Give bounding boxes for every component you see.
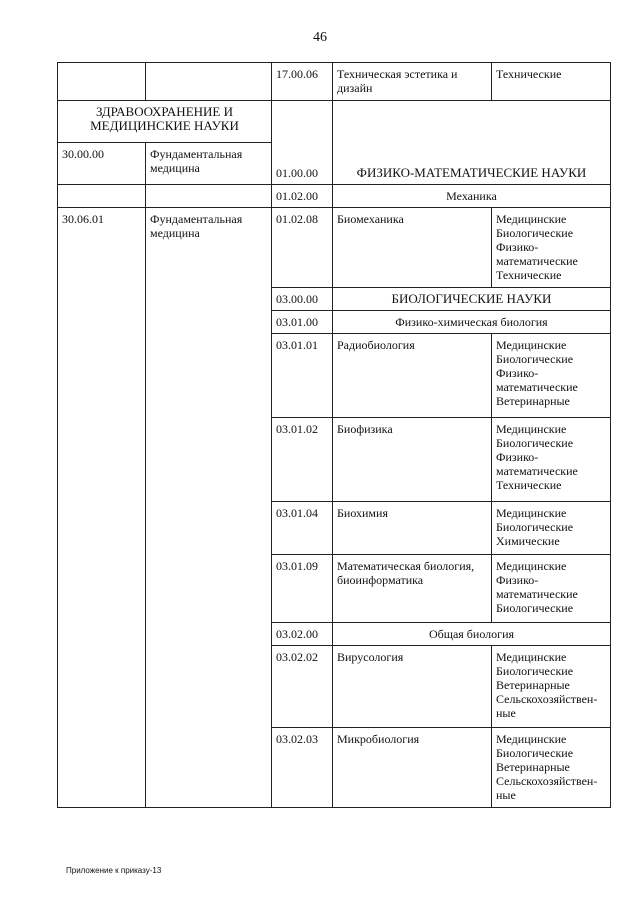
sciences-cell: Медицинские Биологические Физико- математические Технические	[492, 418, 611, 502]
section-heading: ФИЗИКО-МАТЕМАТИЧЕСКИЕ НАУКИ	[333, 101, 611, 185]
empty-cell	[146, 185, 272, 208]
empty-cell	[58, 63, 146, 101]
sciences-cell: Медицинские Биологические Химические	[492, 502, 611, 555]
code-cell: 03.01.02	[272, 418, 333, 502]
name-cell: Радиобиология	[333, 334, 492, 418]
code-cell: 03.01.00	[272, 311, 333, 334]
table-row	[58, 63, 611, 101]
sciences-cell: Медицинские Биологические Физико- математические Ветеринарные	[492, 334, 611, 418]
sciences-cell: Медицинские Биологические Ветеринарные Сельскохозяйствен- ные	[492, 646, 611, 728]
subsection-heading: Механика	[333, 185, 611, 208]
sciences-cell: Медицинские Физико- математические Биологические	[492, 555, 611, 623]
subsection-heading: Физико-химическая биология	[333, 311, 611, 334]
table-row	[58, 101, 611, 143]
sciences-cell: Медицинские Биологические Ветеринарные Сельскохозяйствен- ные	[492, 728, 611, 808]
code-cell: 03.02.00	[272, 623, 333, 646]
subsection-heading: Общая биология	[333, 623, 611, 646]
section-heading: ЗДРАВООХРАНЕНИЕ И МЕДИЦИНСКИЕ НАУКИ	[58, 101, 272, 143]
code-cell: 01.02.00	[272, 185, 333, 208]
sciences-cell: Медицинские Биологические Физико- математические Технические	[492, 208, 611, 288]
sciences-cell: Технические	[492, 63, 611, 101]
code-cell: 03.01.04	[272, 502, 333, 555]
table-row	[58, 185, 611, 208]
code-cell: 30.06.01	[58, 208, 146, 808]
section-heading: БИОЛОГИЧЕСКИЕ НАУКИ	[333, 288, 611, 311]
code-cell: 03.01.09	[272, 555, 333, 623]
name-cell: Фундаментальная медицина	[146, 208, 272, 808]
code-cell: 03.02.03	[272, 728, 333, 808]
specialties-table	[57, 62, 611, 808]
empty-cell	[58, 185, 146, 208]
footer-note: Приложение к приказу-13	[66, 866, 162, 875]
name-cell: Вирусология	[333, 646, 492, 728]
name-cell: Математическая биология, биоинформатика	[333, 555, 492, 623]
code-cell: 01.00.00	[272, 101, 333, 185]
name-cell: Техническая эстетика и дизайн	[333, 63, 492, 101]
name-cell: Биомеханика	[333, 208, 492, 288]
code-cell: 03.00.00	[272, 288, 333, 311]
code-cell: 03.02.02	[272, 646, 333, 728]
code-cell: 17.00.06	[272, 63, 333, 101]
code-cell: 30.00.00	[58, 143, 146, 185]
name-cell: Биофизика	[333, 418, 492, 502]
name-cell: Фундаментальная медицина	[146, 143, 272, 185]
empty-cell	[146, 63, 272, 101]
code-cell: 01.02.08	[272, 208, 333, 288]
name-cell: Микробиология	[333, 728, 492, 808]
name-cell: Биохимия	[333, 502, 492, 555]
code-cell: 03.01.01	[272, 334, 333, 418]
table-row	[58, 208, 611, 288]
page-number: 46	[313, 30, 327, 45]
